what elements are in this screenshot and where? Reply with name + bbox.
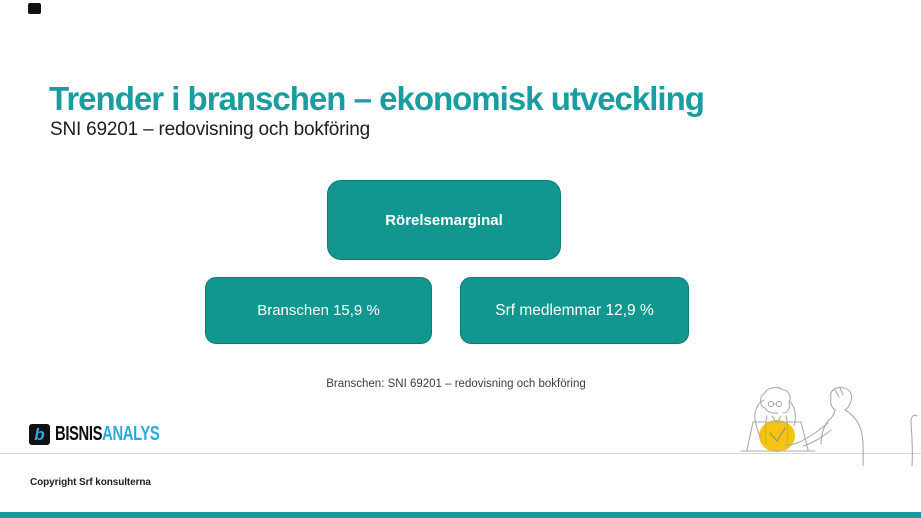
logo-text-analys: ANALYS	[102, 422, 160, 445]
slide-title: Trender i branschen – ekonomisk utveckling	[49, 80, 704, 118]
two-people-at-laptop-illustration	[715, 386, 921, 466]
slide-corner-mark	[28, 3, 41, 14]
diagram-node-label: Branschen 15,9 %	[257, 302, 380, 319]
diagram-node-rorelsemarginal	[327, 180, 561, 260]
logo-mark-letter: b	[34, 424, 45, 444]
logo-text-bisnis: BISNIS	[55, 422, 103, 445]
yellow-blob	[759, 420, 795, 452]
slide-subtitle: SNI 69201 – redovisning och bokföring	[50, 119, 371, 140]
bottom-accent-bar	[0, 512, 921, 518]
diagram-node-label: Rörelsemarginal	[385, 211, 503, 229]
diagram-caption: Branschen: SNI 69201 – redovisning och bokföring	[326, 378, 586, 390]
copyright-text: Copyright Srf konsulterna	[30, 477, 151, 488]
bisnis-analys-logo	[29, 423, 196, 445]
diagram-node-label: Srf medlemmar 12,9 %	[495, 301, 654, 319]
logo-wordmark	[55, 423, 159, 446]
diagram-node-branschen	[205, 277, 432, 344]
bisnis-b-icon	[29, 424, 50, 445]
diagram-node-srf-medlemmar	[460, 277, 689, 344]
